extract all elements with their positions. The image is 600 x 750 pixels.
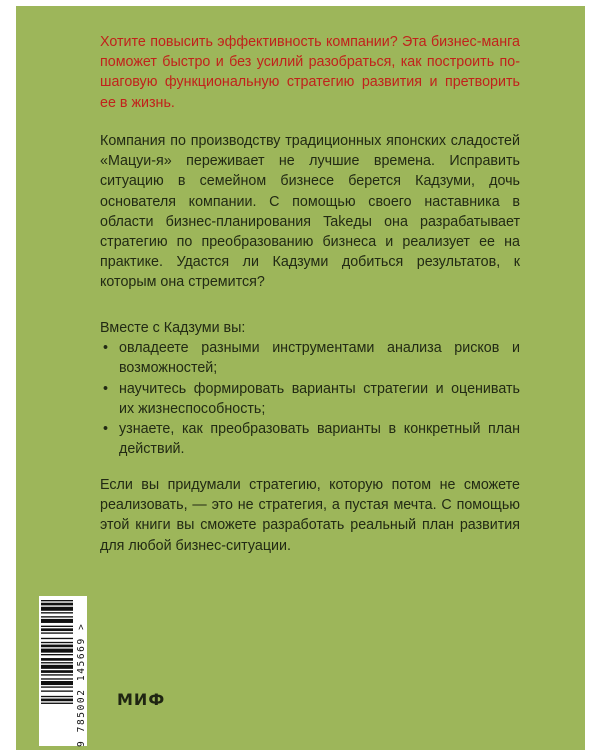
barcode-bar <box>41 642 73 643</box>
barcode-bar <box>41 628 73 631</box>
benefits-list <box>100 338 520 459</box>
barcode-bar <box>41 681 73 685</box>
barcode-bar <box>41 678 73 679</box>
barcode-bar <box>41 662 73 663</box>
barcode-bar <box>41 600 73 601</box>
benefit-text: овладеете разными инструментами анализа рисков и возможностей; <box>119 340 520 377</box>
barcode-bar <box>41 619 73 623</box>
barcode-bar <box>41 654 73 655</box>
barcode-bar <box>41 699 73 702</box>
barcode-bar <box>41 607 73 611</box>
description-paragraph: Компания по производству традиционных японских сладостей «Мацуи-я» переживает не лучшие времена. Исправить ситуацию в семейном бизнесе берется Кадзуми, дочь основателя компании. С помощью своего наставника в области бизнес-планирования Takeды она разрабатывает стратегию по преобразованию бизнеса и реализует ее на практике. Удастся ли Кадзуми добиться результатов, к которым она стремится? <box>100 133 520 291</box>
barcode-bars-icon <box>39 596 75 746</box>
barcode-bar <box>41 674 73 675</box>
barcode-bar <box>41 616 73 617</box>
list-item <box>100 419 520 459</box>
benefits-lead: Вместе с Кадзуми вы: <box>100 320 246 336</box>
barcode-bar <box>41 612 73 613</box>
benefits-section <box>100 318 520 459</box>
barcode-bar <box>41 626 73 627</box>
isbn-number: 9 785002 145669 > <box>76 622 87 747</box>
barcode-bar <box>41 670 73 673</box>
list-item <box>100 338 520 378</box>
barcode-bar <box>41 686 73 687</box>
barcode-bar <box>41 645 73 648</box>
barcode-bar <box>41 703 73 704</box>
outro-paragraph: Если вы придумали стратегию, которую потом не сможете реализовать, — это не стратегия, а пустая мечта. С помощью этой книги вы сможете разработать реальный план развития для любой бизнес-ситуации. <box>100 477 520 554</box>
bullet-icon: • <box>103 380 109 397</box>
barcode-bar <box>41 638 73 639</box>
barcode-bar <box>41 632 73 633</box>
bullet-icon: • <box>103 421 109 438</box>
benefit-text: узнаете, как преобразовать варианты в конкретный план действий. <box>119 421 520 458</box>
barcode-bar <box>41 696 73 697</box>
barcode-bar <box>41 603 73 606</box>
barcode-bar <box>41 649 73 653</box>
list-item <box>100 379 520 419</box>
barcode-bar <box>41 658 73 661</box>
intro-paragraph: Хотите повысить эффективность компании? Эта бизнес-манга поможет быстро и без усилий разобраться, как построить пошаговую функциональную стратегию развития и претворить ее в жизнь. <box>100 34 520 111</box>
benefit-text: научитесь формировать варианты стратегии и оценивать их жизнеспособность; <box>119 380 520 417</box>
barcode-bar <box>41 690 73 691</box>
bullet-icon: • <box>103 340 109 357</box>
barcode-bar <box>41 665 73 669</box>
publisher-logo: МИФ <box>117 690 166 709</box>
